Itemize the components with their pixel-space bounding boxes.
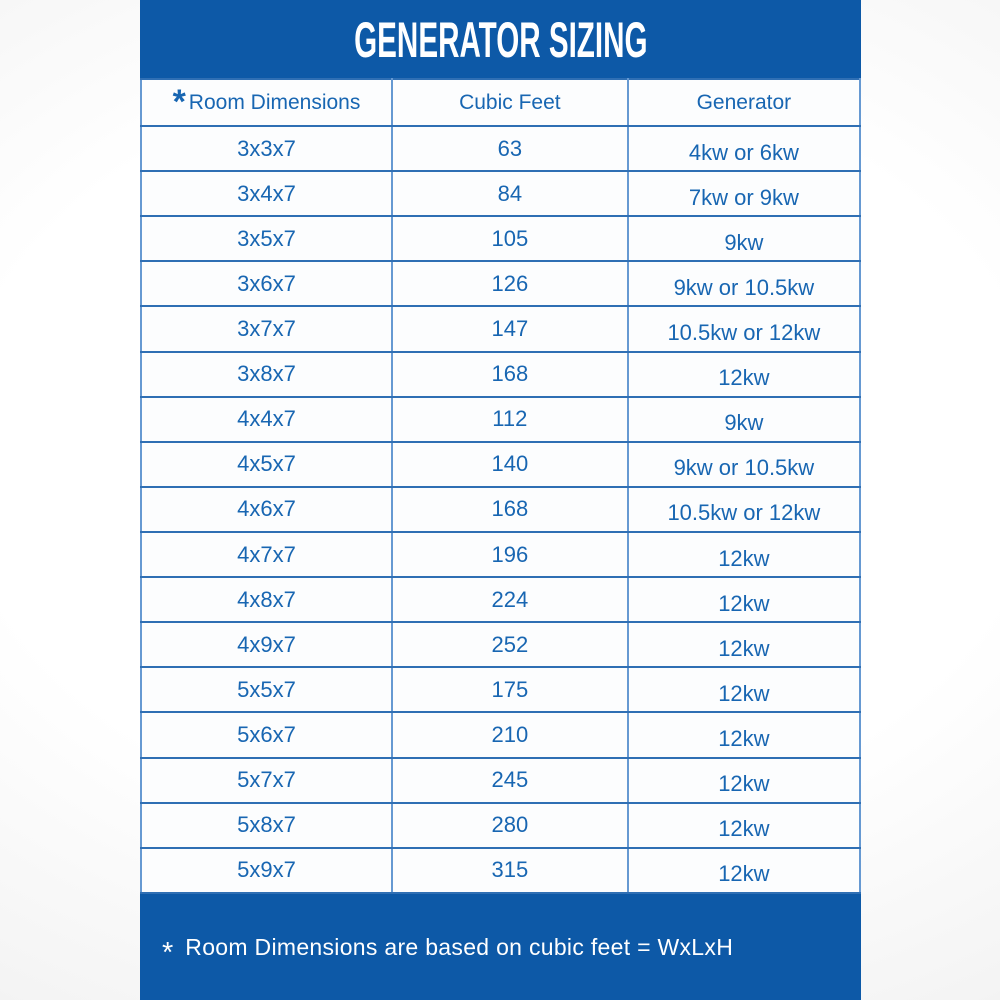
table-row: [141, 712, 860, 757]
generator-cell: 12kw: [628, 758, 860, 803]
generator-cell: 9kw: [628, 397, 860, 442]
room-dimensions-cell: 3x7x7: [141, 306, 392, 351]
generator-cell: 12kw: [628, 667, 860, 712]
cubic-feet-cell: 63: [392, 126, 628, 171]
room-dimensions-cell: 4x5x7: [141, 442, 392, 487]
cubic-feet-cell: 245: [392, 758, 628, 803]
generator-cell: 9kw: [628, 216, 860, 261]
cubic-feet-cell: 280: [392, 803, 628, 848]
generator-cell: 9kw or 10.5kw: [628, 442, 860, 487]
cubic-feet-cell: 126: [392, 261, 628, 306]
cubic-feet-cell: 140: [392, 442, 628, 487]
page-title: GENERATOR SIZING: [353, 10, 648, 68]
table-row: [141, 261, 860, 306]
cubic-feet-cell: 168: [392, 487, 628, 532]
table-row: [141, 622, 860, 667]
generator-cell: 10.5kw or 12kw: [628, 487, 860, 532]
column-header-cubic-feet-label: Cubic Feet: [459, 90, 561, 114]
cubic-feet-cell: 196: [392, 532, 628, 577]
cubic-feet-cell: 315: [392, 848, 628, 893]
column-header-cubic-feet: [392, 79, 628, 126]
room-dimensions-cell: 4x6x7: [141, 487, 392, 532]
table-row: [141, 532, 860, 577]
cubic-feet-cell: 105: [392, 216, 628, 261]
generator-cell: 12kw: [628, 352, 860, 397]
generator-cell: 10.5kw or 12kw: [628, 306, 860, 351]
header-row: [141, 79, 860, 126]
table-row: [141, 848, 860, 893]
table-row: [141, 667, 860, 712]
room-dimensions-cell: 3x6x7: [141, 261, 392, 306]
generator-cell: 12kw: [628, 532, 860, 577]
generator-cell: 7kw or 9kw: [628, 171, 860, 216]
table-row: [141, 352, 860, 397]
table-row: [141, 216, 860, 261]
generator-cell: 12kw: [628, 803, 860, 848]
room-dimensions-cell: 3x8x7: [141, 352, 392, 397]
table-row: [141, 577, 860, 622]
cubic-feet-cell: 210: [392, 712, 628, 757]
cubic-feet-cell: 112: [392, 397, 628, 442]
room-dimensions-cell: 5x9x7: [141, 848, 392, 893]
table-row: [141, 171, 860, 216]
column-header-room-dimensions: [141, 79, 392, 126]
generator-sizing-panel: [140, 0, 861, 1000]
room-dimensions-cell: 5x8x7: [141, 803, 392, 848]
table-row: [141, 803, 860, 848]
room-dimensions-cell: 5x7x7: [141, 758, 392, 803]
room-dimensions-cell: 5x6x7: [141, 712, 392, 757]
room-dimensions-cell: 3x4x7: [141, 171, 392, 216]
cubic-feet-cell: 168: [392, 352, 628, 397]
generator-cell: 12kw: [628, 622, 860, 667]
room-dimensions-cell: 4x7x7: [141, 532, 392, 577]
room-dimensions-cell: 5x5x7: [141, 667, 392, 712]
room-dimensions-cell: 3x5x7: [141, 216, 392, 261]
footnote-text: Room Dimensions are based on cubic feet = WxLxH: [185, 933, 734, 960]
room-dimensions-cell: 4x9x7: [141, 622, 392, 667]
generator-cell: 12kw: [628, 848, 860, 893]
table-row: [141, 442, 860, 487]
cubic-feet-cell: 224: [392, 577, 628, 622]
sizing-table: [140, 78, 861, 894]
generator-cell: 4kw or 6kw: [628, 126, 860, 171]
room-dimensions-cell: 4x4x7: [141, 397, 392, 442]
footnote-band: * Room Dimensions are based on cubic feet = WxLxH: [162, 933, 734, 969]
column-header-generator-label: Generator: [696, 90, 792, 114]
table-row: [141, 758, 860, 803]
cubic-feet-cell: 147: [392, 306, 628, 351]
asterisk-icon: *: [172, 82, 186, 121]
generator-cell: 9kw or 10.5kw: [628, 261, 860, 306]
cubic-feet-cell: 175: [392, 667, 628, 712]
table-row: [141, 487, 860, 532]
table-row: [141, 126, 860, 171]
room-dimensions-cell: 3x3x7: [141, 126, 392, 171]
title-band: [140, 0, 861, 78]
table-row: [141, 397, 860, 442]
generator-cell: 12kw: [628, 712, 860, 757]
cubic-feet-cell: 252: [392, 622, 628, 667]
table-row: [141, 306, 860, 351]
column-header-room-dimensions-label: Room Dimensions: [188, 90, 361, 114]
room-dimensions-cell: 4x8x7: [141, 577, 392, 622]
cubic-feet-cell: 84: [392, 171, 628, 216]
sizing-table-container: [140, 78, 861, 894]
generator-cell: 12kw: [628, 577, 860, 622]
column-header-generator: [628, 79, 860, 126]
